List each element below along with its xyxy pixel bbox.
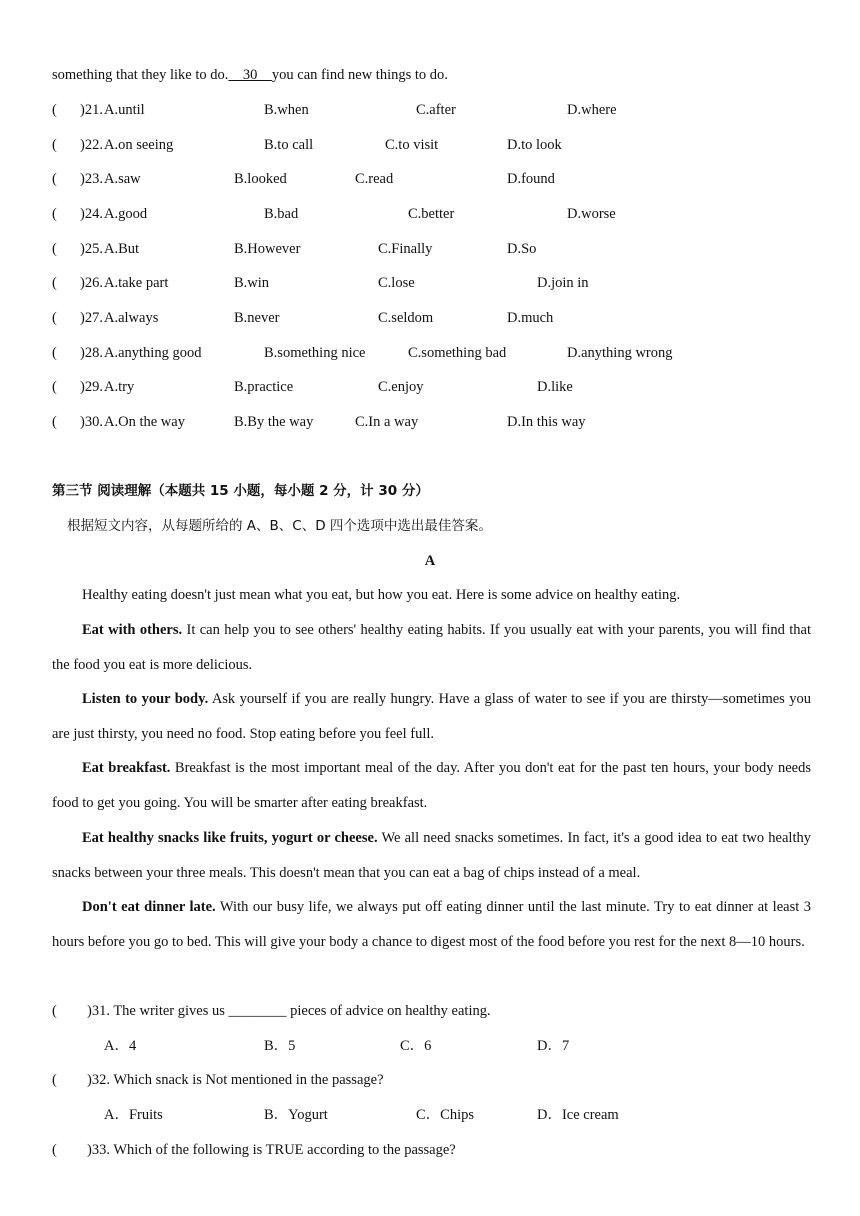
passage-tip-3 (52, 751, 811, 820)
question-stem: )32. Which snack is Not mentioned in the passage? (87, 1072, 384, 1088)
question-number: )27. (80, 310, 103, 326)
option-d: D.found (507, 171, 555, 187)
option-c: C．Chips (416, 1107, 475, 1123)
answer-bracket[interactable]: ( (52, 241, 57, 257)
option-b: B.By the way (234, 414, 314, 430)
tip-text: With our busy life, we always put off eating dinner until the last minute. Try to eat dinner at least 3 hours before you go to bed. This will give your body a chance to digest most of the food before you rest for the next 8—10 hours. (52, 899, 812, 950)
question-number: )26. (80, 275, 103, 291)
cloze-question-29 (52, 377, 812, 397)
option-c: C．6 (400, 1038, 432, 1054)
option-d: D.worse (567, 206, 616, 222)
tip-title: Eat healthy snacks like fruits, yogurt or cheese. (82, 830, 378, 846)
answer-bracket[interactable]: ( (52, 275, 57, 291)
option-b: B.win (234, 275, 270, 291)
passage-tip-4 (52, 821, 811, 890)
option-a: A.until (104, 102, 145, 118)
option-d: D.So (507, 241, 537, 257)
question-number: )21. (80, 102, 103, 118)
cloze-question-28 (52, 343, 812, 363)
option-d: D．Ice cream (537, 1107, 619, 1123)
option-a: A.saw (104, 171, 141, 187)
option-a: A.on seeing (104, 137, 174, 153)
question-number: )25. (80, 241, 103, 257)
option-d: D.to look (507, 137, 562, 153)
cloze-question-22 (52, 135, 812, 155)
question-number: )28. (80, 345, 103, 361)
option-c: C.Finally (378, 241, 433, 257)
answer-bracket[interactable]: ( (52, 1072, 57, 1088)
cloze-question-30 (52, 412, 812, 432)
option-a: A．Fruits (104, 1107, 163, 1123)
answer-bracket[interactable]: ( (52, 102, 57, 118)
blank-30: 30 (228, 67, 272, 83)
question-stem: )33. Which of the following is TRUE according to the passage? (87, 1142, 456, 1158)
option-a: A.But (104, 241, 140, 257)
tip-title: Don't eat dinner late. (82, 899, 216, 915)
tip-text: We all need snacks sometimes. In fact, it's a good idea to eat two healthy snacks between your three meals. This doesn't mean that you can eat a bag of chips instead of a meal. (52, 830, 811, 881)
option-a: A.try (104, 379, 135, 395)
option-c: C.seldom (378, 310, 434, 326)
answer-bracket[interactable]: ( (52, 310, 57, 326)
option-c: C.after (416, 102, 456, 118)
option-c: C.In a way (355, 414, 419, 430)
option-b: B.never (234, 310, 280, 326)
option-a: A.always (104, 310, 159, 326)
cloze-question-21 (52, 100, 812, 120)
option-c: C.better (408, 206, 455, 222)
tip-title: Eat breakfast. (82, 760, 171, 776)
option-b: B.looked (234, 171, 287, 187)
option-b: B.when (264, 102, 309, 118)
answer-bracket[interactable]: ( (52, 1003, 57, 1019)
option-a: A.take part (104, 275, 169, 291)
intro-text-before: something that they like to do. (52, 67, 229, 83)
option-d: D.In this way (507, 414, 586, 430)
answer-bracket[interactable]: ( (52, 1142, 57, 1158)
question-stem: )31. The writer gives us ________ pieces of advice on healthy eating. (87, 1003, 491, 1019)
option-c: C.something bad (408, 345, 507, 361)
intro-text-after: you can find new things to do. (271, 67, 448, 83)
answer-bracket[interactable]: ( (52, 137, 57, 153)
option-b: B．Yogurt (264, 1107, 328, 1123)
tip-text: Breakfast is the most important meal of the day. After you don't eat for the past ten hours, your body needs food to get you going. You will be smarter after eating breakfast. (52, 760, 811, 811)
option-b: B.bad (264, 206, 299, 222)
section-instruction: 根据短文内容，从每题所给的 A、B、C、D 四个选项中选出最佳答案。 (67, 518, 492, 534)
option-d: D.much (507, 310, 554, 326)
option-b: B．5 (264, 1038, 296, 1054)
option-d: D．7 (537, 1038, 570, 1054)
option-a: A.On the way (104, 414, 185, 430)
cloze-question-27 (52, 308, 812, 328)
reading-question-31 (52, 1001, 812, 1021)
passage-intro: Healthy eating doesn't just mean what you eat, but how you eat. Here is some advice on healthy eating. (82, 587, 681, 603)
option-c: C.to visit (385, 137, 439, 153)
option-d: D.where (567, 102, 617, 118)
answer-bracket[interactable]: ( (52, 171, 57, 187)
passage-tip-1 (52, 613, 811, 682)
option-b: B.practice (234, 379, 294, 395)
tip-title: Listen to your body. (82, 691, 209, 707)
passage-label: A (424, 553, 436, 569)
answer-bracket[interactable]: ( (52, 206, 57, 222)
option-d: D.anything wrong (567, 345, 673, 361)
question-number: )29. (80, 379, 103, 395)
tip-text: Ask yourself if you are really hungry. Have a glass of water to see if you are thirsty—sometimes you are just thirsty, you need no food. Stop eating before you feel full. (52, 691, 811, 742)
option-c: C.enjoy (378, 379, 424, 395)
reading-question-33 (52, 1140, 812, 1160)
question-number: )23. (80, 171, 103, 187)
passage-tip-2 (52, 682, 811, 751)
cloze-intro-line (52, 65, 448, 85)
reading-options-31 (52, 1036, 812, 1056)
option-b: B.However (234, 241, 301, 257)
passage-tip-5 (52, 890, 811, 959)
cloze-question-24 (52, 204, 812, 224)
question-number: )30. (80, 414, 103, 430)
cloze-question-25 (52, 239, 812, 259)
question-number: )24. (80, 206, 103, 222)
option-c: C.lose (378, 275, 415, 291)
tip-title: Eat with others. (82, 622, 183, 638)
option-b: B.something nice (264, 345, 366, 361)
option-d: D.like (537, 379, 573, 395)
tip-text: It can help you to see others' healthy eating habits. If you usually eat with your parents, you will find that the food you eat is more delicious. (52, 622, 811, 673)
reading-options-32 (52, 1105, 812, 1125)
cloze-question-26 (52, 273, 812, 293)
cloze-question-23 (52, 169, 812, 189)
answer-bracket[interactable]: ( (52, 379, 57, 395)
option-a: A．4 (104, 1038, 137, 1054)
answer-bracket[interactable]: ( (52, 345, 57, 361)
option-a: A.anything good (104, 345, 202, 361)
answer-bracket[interactable]: ( (52, 414, 57, 430)
question-number: )22. (80, 137, 103, 153)
option-c: C.read (355, 171, 394, 187)
option-a: A.good (104, 206, 148, 222)
reading-question-32 (52, 1070, 812, 1090)
option-b: B.to call (264, 137, 314, 153)
section-heading: 第三节 阅读理解（本题共 15 小题，每小题 2 分，计 30 分） (52, 483, 429, 499)
option-d: D.join in (537, 275, 589, 291)
